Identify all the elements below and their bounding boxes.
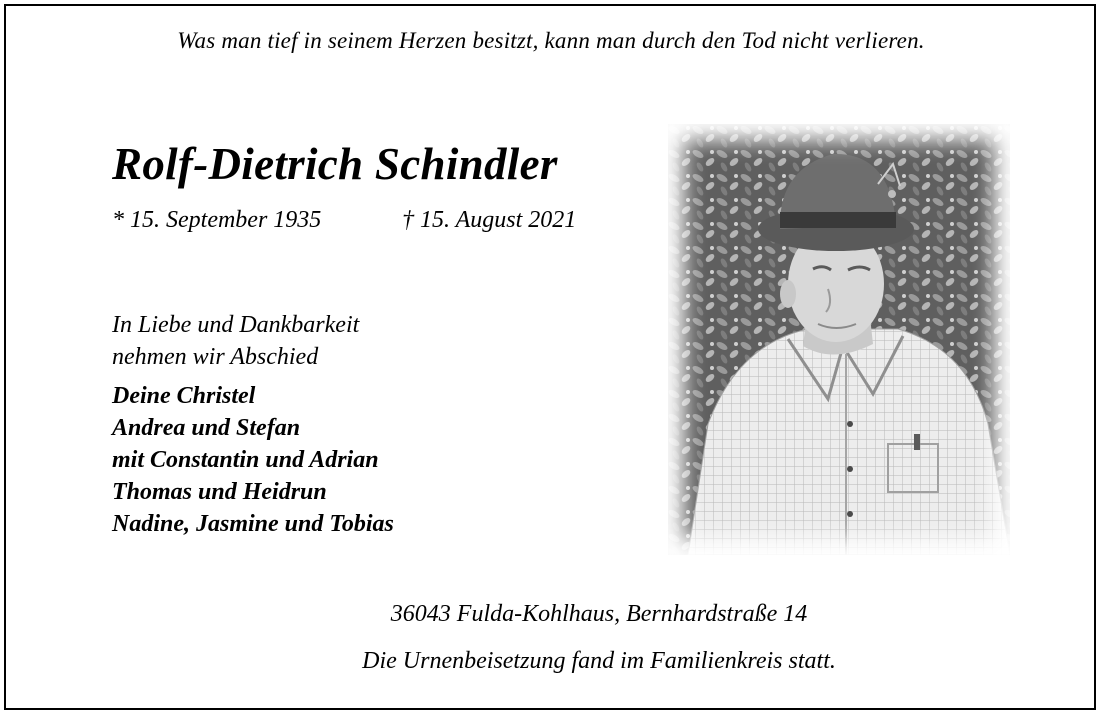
portrait-photo: [656, 112, 1022, 567]
mourner-line: mit Constantin und Adrian: [112, 447, 379, 473]
intro-line: nehmen wir Abschied: [112, 344, 319, 370]
mourner-line: Andrea und Stefan: [112, 415, 301, 441]
life-dates: [112, 207, 577, 234]
intro-line: In Liebe und Dankbarkeit: [112, 312, 360, 338]
mourner-line: Deine Christel: [112, 383, 256, 409]
portrait-image: [668, 124, 1010, 555]
family-address: 36043 Fulda-Kohlhaus, Bernhardstraße 14: [390, 601, 808, 627]
burial-notice: Die Urnenbeisetzung fand im Familienkreis statt.: [362, 648, 836, 674]
birth-date: * 15. September 1935: [112, 207, 322, 233]
death-date: † 15. August 2021: [402, 207, 577, 233]
mourner-line: Thomas und Heidrun: [112, 479, 327, 505]
deceased-name: Rolf-Dietrich Schindler: [112, 139, 558, 189]
portrait-illustration: [668, 124, 1010, 555]
motto-quote: Was man tief in seinem Herzen besitzt, kann man durch den Tod nicht verlieren.: [177, 28, 925, 53]
farewell-intro: [112, 309, 359, 373]
mourner-line: Nadine, Jasmine und Tobias: [112, 511, 394, 537]
mourners-list: [112, 380, 394, 540]
